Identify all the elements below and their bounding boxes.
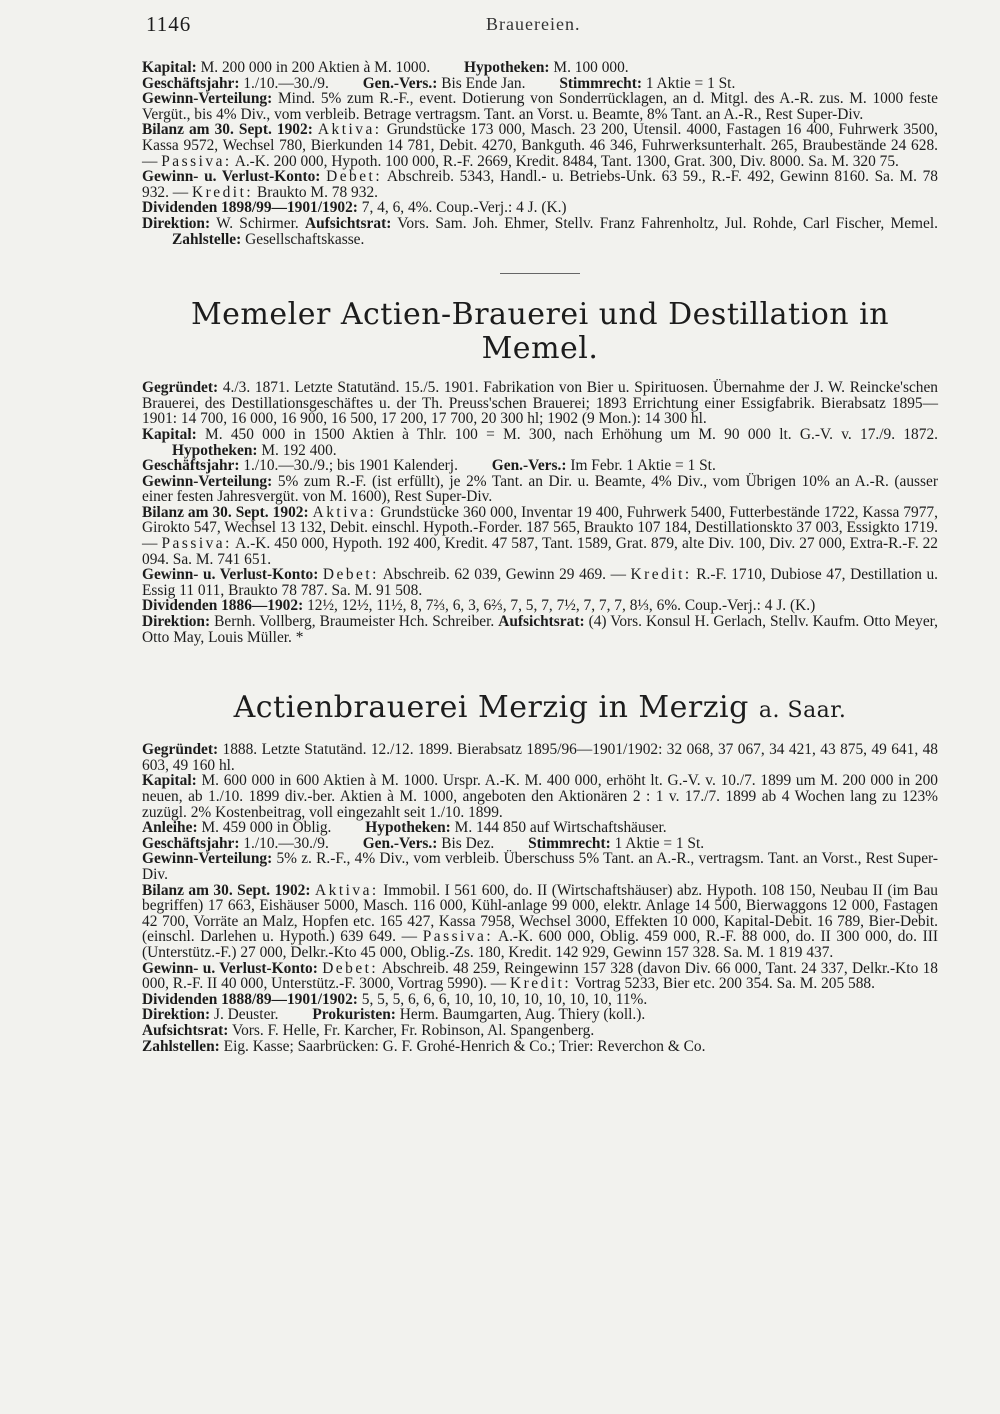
gewinnverteilung-paragraph — [142, 91, 938, 122]
zahlstelle-label: Zahlstelle: — [172, 230, 242, 248]
hypotheken-label: Hypotheken: — [464, 59, 550, 76]
gv-konto-paragraph — [142, 961, 938, 992]
aktiva-text: Immobil. I 561 600, do. II (Wirtschaftshäuser) abz. Hypoth. 108 150, Neubau II (im Bau begriffen) 17 663, Eishäuser 5000, Masch. 116 000, Kühl-anlage 99 000, elektr. Anlage 14 500, Bierwaggons 12 000, Fastagen 42 700, Vorräte an Malz, Hopfen etc. 165 427, Kassa 7958, Wechsel 3000, Effekten 10 000, Kapital-Debit. 16 789, Bier-Debit. (einschl. Darlehen u. Hypoth.) 639 649. — — [142, 881, 938, 946]
gegruendet-text: 4./3. 1871. Letzte Statutänd. 15./5. 1901. Fabrikation von Bier u. Spirituosen. Übernahme der J. W. Reincke'schen Brauerei, des Destillationsgeschäftes u. der Th. Preuss'schen Brauerei; 1893 Errichtung einer Essigfabrik. Bierabsatz 1895—1901: 14 700, 16 000, 16 900, 16 500, 17 200, 17 700, 20 300 hl; 1902 (9 Mon.): 14 300 hl. — [142, 379, 938, 428]
kapital-label: Kapital: — [142, 772, 197, 790]
aufsichtsrat-label: Aufsichtsrat: — [304, 214, 392, 232]
page-header — [146, 8, 946, 38]
geschaeftsjahr-label: Geschäftsjahr: — [142, 457, 240, 475]
direktion-text: Bernh. Vollberg, Braumeister Hch. Schreiber. — [214, 613, 495, 631]
passiva-word: Passiva: — [161, 535, 232, 553]
kredit-text: Vortrag 5233, Bier etc. 200 354. Sa. M. 205 588. — [574, 975, 875, 993]
direktion-text: W. Schirmer. — [216, 214, 299, 232]
dividenden-text: 5, 5, 5, 6, 6, 6, 10, 10, 10, 10, 10, 10, 10, 11%. — [361, 990, 648, 1008]
gegruendet-label: Gegründet: — [142, 741, 219, 759]
hypotheken-label: Hypotheken: — [365, 819, 451, 837]
hypotheken-text: M. 144 850 auf Wirtschaftshäuser. — [454, 819, 667, 837]
gegruendet-paragraph — [142, 742, 938, 773]
geschaeftsjahr-label: Geschäftsjahr: — [142, 74, 240, 92]
anleihe-label: Anleihe: — [142, 819, 198, 837]
genvers-text: Bis Dez. — [441, 834, 495, 852]
gewinnverteilung-label: Gewinn-Verteilung: — [142, 472, 273, 490]
entry-title-suffix: a. Saar. — [758, 698, 847, 724]
genvers-label: Gen.-Vers.: — [491, 457, 567, 475]
hypotheken-label: Hypotheken: — [172, 441, 258, 459]
direktion-paragraph — [142, 216, 938, 247]
section-spacer — [142, 645, 938, 683]
kapital-text: M. 450 000 in 1500 Aktien à Thlr. 100 = M. 300, nach Erhöhung um M. 90 000 lt. G.-V. v. 17./9. 1872. — [205, 425, 938, 443]
kredit-word: Kredit: — [510, 975, 572, 993]
entry-title — [142, 691, 938, 728]
debet-word: Debet: — [322, 566, 379, 584]
gv-konto-label: Gewinn- u. Verlust-Konto: — [142, 168, 321, 186]
kredit-word: Kredit: — [630, 566, 692, 584]
geschaeftsjahr-line — [142, 458, 938, 474]
gewinnverteilung-paragraph — [142, 851, 938, 882]
aufsichtsrat-label: Aufsichtsrat: — [142, 1021, 229, 1039]
hypotheken-text: M. 100 000. — [553, 59, 629, 76]
dividenden-paragraph — [142, 598, 938, 614]
anleihe-line — [142, 820, 938, 836]
gewinnverteilung-text: Mind. 5% zum R.-F., event. Dotierung von Sonderrücklagen, an d. Mitgl. des A.-R. zus. M. 1000 feste Vergüt., bis 4% Div., vom verbleib. Betrage vertragsm. Tant. an Vorst. u. Beamte, 8% Tant. an A.-R., Rest Super-Div. — [142, 90, 938, 123]
aktiva-text: Grundstücke 173 000, Masch. 23 200, Utensil. 4000, Fastagen 16 400, Fuhrwerk 3500, Kassa 9572, Wechsel 780, Bierkunden 14 781, Debit. 4270, Bankguth. 46 346, Fuhrwerksunterhalt. 265, Braubestände 24 628. — — [142, 121, 938, 170]
kapital-text: M. 600 000 in 600 Aktien à M. 1000. Urspr. A.-K. M. 400 000, erhöht lt. G.-V. v. 10./7. 1899 um M. 200 000 in 200 neuen, ab 1./10. 1899 div.-ber. Aktien à M. 1000, angeboten den Aktionären 2 : 1 v. 17./7. 1899 ab 4 Wochen lang zu 123% zuzügl. 2% Kostenbeitrag, voll eingezahlt seit 1./10. 1899. — [142, 772, 938, 821]
bilanz-paragraph — [142, 122, 938, 169]
zahlstelle-text: Gesellschaftskasse. — [245, 230, 365, 248]
geschaeftsjahr-text: 1./10.—30./9.; bis 1901 Kalenderj. — [243, 457, 458, 475]
dividenden-label: Dividenden 1888/89—1901/1902: — [142, 990, 358, 1008]
genvers-label: Gen.-Vers.: — [362, 74, 438, 92]
zahlstellen-text: Eig. Kasse; Saarbrücken: G. F. Grohé-Henrich & Co.; Trier: Reverchon & Co. — [223, 1037, 706, 1055]
passiva-text: A.-K. 450 000, Hypoth. 192 400, Kredit. 47 587, Tant. 1589, Grat. 879, alte Div. 100, Div. 27 000, Extra-R.-F. 22 094. Sa. M. 741 651. — [142, 535, 938, 568]
aufsichtsrat-line — [142, 1023, 938, 1039]
direktion-line — [142, 1007, 938, 1023]
hypotheken-text: M. 192 400. — [261, 441, 337, 459]
anleihe-text: M. 459 000 in Oblig. — [201, 819, 332, 837]
bilanz-paragraph — [142, 505, 938, 567]
direktion-label: Direktion: — [142, 613, 211, 631]
gewinnverteilung-label: Gewinn-Verteilung: — [142, 850, 273, 868]
passiva-text: A.-K. 600 000, Oblig. 459 000, R.-F. 88 000, do. II 300 000, do. III (Unterstütz.-F.) 27 000, Delkr.-Kto 45 000, Oblig.-Zs. 180, Kredit. 142 929, Gewinn 157 328. Sa. M. 1 819 437. — [142, 928, 938, 961]
aktiva-word: Aktiva: — [317, 121, 382, 139]
dividenden-text: 7, 4, 6, 4%. Coup.-Verj.: 4 J. (K.) — [361, 199, 567, 217]
kapital-label: Kapital: — [142, 425, 197, 443]
bilanz-label: Bilanz am 30. Sept. 1902: — [142, 881, 311, 899]
direktion-label: Direktion: — [142, 1006, 211, 1024]
debet-word: Debet: — [326, 168, 383, 186]
genvers-label: Gen.-Vers.: — [362, 834, 438, 852]
direktion-paragraph — [142, 614, 938, 645]
gegruendet-label: Gegründet: — [142, 379, 219, 397]
gv-konto-label: Gewinn- u. Verlust-Konto: — [142, 959, 318, 977]
aktiva-text: Grundstücke 360 000, Inventar 19 400, Fuhrwerk 5400, Futterbestände 1722, Kassa 7977, Girokto 547, Wechsel 13 132, Debit. einschl. Hypoth.-Forder. 187 565, Braukto 107 184, Destillationskto 37 003, Essigkto 1719. — — [142, 503, 938, 553]
geschaeftsjahr-label: Geschäftsjahr: — [142, 834, 240, 852]
aufsichtsrat-text: Vors. Sam. Joh. Ehmer, Stellv. Franz Fahrenholtz, Jul. Rohde, Carl Fischer, Memel. — [397, 214, 938, 232]
gewinnverteilung-text: 5% z. R.-F., 4% Div., vom verbleib. Überschuss 5% Tant. an A.-R., vertragsm. Tant. an Vorst., Rest Super-Div. — [142, 850, 938, 883]
zahlstellen-line — [142, 1039, 938, 1055]
page-content — [142, 60, 938, 1054]
aufsichtsrat-label: Aufsichtsrat: — [498, 613, 585, 631]
debet-text: Abschreib. 48 259, Reingewinn 157 328 (davon Div. 66 000, Tant. 24 337, Delkr.-Kto 18 000, R.-F. II 40 000, Unterstütz.-F. 3000, Vortrag 5990). — — [142, 959, 938, 993]
aufsichtsrat-text: (4) Vors. Konsul H. Gerlach, Stellv. Kaufm. Otto Meyer, Otto May, Louis Müller. * — [142, 613, 939, 646]
gegruendet-paragraph — [142, 380, 938, 427]
zahlstellen-label: Zahlstellen: — [142, 1037, 220, 1055]
kapital-label: Kapital: — [142, 59, 197, 76]
entry-title-main: Actienbrauerei Merzig in Merzig — [233, 690, 749, 726]
stimmrecht-text: 1 Aktie = 1 St. — [614, 834, 705, 852]
gegruendet-text: 1888. Letzte Statutänd. 12./12. 1899. Bierabsatz 1895/96—1901/1902: 32 068, 37 067, 34 421, 43 875, 49 641, 48 603, 49 160 hl. — [142, 741, 938, 774]
direktion-text: J. Deuster. — [213, 1006, 279, 1024]
genvers-text: Bis Ende Jan. — [441, 74, 526, 92]
aktiva-word: Aktiva: — [312, 503, 377, 521]
entry-title: Memeler Actien-Brauerei und Destillation in Memel. — [190, 297, 890, 367]
gewinnverteilung-paragraph — [142, 474, 938, 505]
geschaeftsjahr-line — [142, 76, 938, 92]
dividenden-text: 12½, 12½, 11½, 8, 7⅔, 6, 3, 6⅔, 7, 5, 7, 7½, 7, 7, 7, 8⅓, 6%. Coup.-Verj.: 4 J. (K.) — [307, 597, 816, 615]
bilanz-label: Bilanz am 30. Sept. 1902: — [142, 503, 309, 521]
geschaeftsjahr-text: 1./10.—30./9. — [243, 834, 329, 852]
passiva-word: Passiva: — [422, 928, 494, 946]
passiva-text: A.-K. 200 000, Hypoth. 100 000, R.-F. 2669, Kredit. 8484, Tant. 1300, Grat. 300, Div. 8000. Sa. M. 320 75. — [234, 152, 899, 170]
entry-memel — [142, 298, 938, 645]
gv-konto-paragraph — [142, 567, 938, 598]
prokuristen-text: Herm. Baumgarten, Aug. Thiery (koll.). — [399, 1006, 646, 1024]
page-number: 1146 — [146, 12, 192, 36]
dividenden-line — [142, 992, 938, 1008]
aktiva-word: Aktiva: — [315, 881, 379, 899]
kapital-text: M. 200 000 in 200 Aktien à M. 1000. — [200, 59, 431, 76]
stimmrecht-label: Stimmrecht: — [528, 834, 611, 852]
geschaeftsjahr-line — [142, 836, 938, 852]
debet-text: Abschreib. 5343, Handl.- u. Betriebs-Unk. 63 59., R.-F. 492, Gewinn 8160. Sa. M. 78 932. — — [142, 168, 938, 201]
entry-continued — [142, 60, 938, 247]
direktion-label: Direktion: — [142, 214, 211, 232]
kredit-text: R.-F. 1710, Dubiose 47, Destillation u. Essig 11 011, Braukto 78 787. Sa. M. 91 508. — [142, 566, 939, 599]
bilanz-label: Bilanz am 30. Sept. 1902: — [142, 121, 313, 139]
kapital-paragraph — [142, 773, 938, 820]
aufsichtsrat-text: Vors. F. Helle, Fr. Karcher, Fr. Robinson, Al. Spangenberg. — [231, 1021, 595, 1039]
bilanz-paragraph — [142, 883, 938, 961]
dividenden-line — [142, 200, 938, 216]
dividenden-label: Dividenden 1886—1902: — [142, 597, 304, 615]
debet-word: Debet: — [322, 959, 379, 977]
stimmrecht-label: Stimmrecht: — [559, 74, 642, 92]
genvers-text: Im Febr. 1 Aktie = 1 St. — [570, 457, 716, 475]
kapital-line — [142, 60, 938, 76]
section-divider — [500, 273, 580, 274]
gewinnverteilung-label: Gewinn-Verteilung: — [142, 90, 273, 108]
passiva-word: Passiva: — [161, 152, 232, 170]
geschaeftsjahr-text: 1./10.—30./9. — [243, 74, 329, 92]
debet-text: Abschreib. 62 039, Gewinn 29 469. — — [382, 566, 626, 584]
gewinnverteilung-text: 5% zum R.-F. (ist erfüllt), je 2% Tant. an Dir. u. Beamte, 4% Div., vom Übrigen 10% an A.-R. (ausser einer festen Jahresvergüt. von M. 1600), Rest Super-Div. — [142, 472, 938, 506]
running-title: Brauereien. — [486, 14, 581, 34]
kapital-paragraph — [142, 427, 938, 458]
entry-merzig — [142, 691, 938, 1054]
kredit-text: Braukto M. 78 932. — [257, 183, 378, 201]
gv-konto-paragraph — [142, 169, 938, 200]
stimmrecht-text: 1 Aktie = 1 St. — [645, 74, 736, 92]
dividenden-label: Dividenden 1898/99—1901/1902: — [142, 199, 358, 217]
prokuristen-label: Prokuristen: — [312, 1006, 396, 1024]
gv-konto-label: Gewinn- u. Verlust-Konto: — [142, 566, 319, 584]
kredit-word: Kredit: — [192, 183, 254, 201]
